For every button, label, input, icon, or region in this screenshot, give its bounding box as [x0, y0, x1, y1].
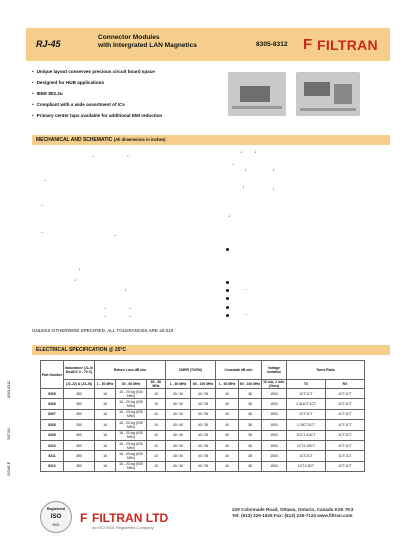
- table-cell: 10: [147, 399, 166, 409]
- table-cell: 1CT:1CT: [326, 420, 365, 430]
- table-cell: 1500: [262, 420, 287, 430]
- col-ct-1-60: 1 - 60 MHz: [216, 380, 239, 389]
- table-cell: 40 / 40: [166, 389, 191, 399]
- table-cell: 38: [239, 440, 262, 450]
- dimension-arrow-icon: ↓: [244, 167, 247, 173]
- iso-seal-bottom: 9001: [52, 523, 60, 527]
- table-cell: 40 / 40: [166, 461, 191, 471]
- table-cell: 1500: [262, 399, 287, 409]
- col-rl-30-60: 30 - 60 MHz: [116, 380, 147, 389]
- table-body: [41, 389, 365, 472]
- table-cell: 10: [147, 409, 166, 419]
- schematic-node: [226, 289, 229, 292]
- dimension-arrow-icon: →: [42, 177, 47, 183]
- table-row: [41, 420, 365, 430]
- dimension-arrow-icon: ↓: [272, 167, 275, 173]
- table-cell: 8309: [41, 430, 64, 440]
- col-crosstalk: Crosstalk dB min: [216, 361, 262, 380]
- table-cell: 16: [95, 451, 116, 461]
- table-row: [41, 399, 365, 409]
- footer-tagline: An ISO 9001 Registered Company: [92, 525, 154, 530]
- table-cell: 1CT:1.41tCT: [287, 430, 326, 440]
- table-cell: 40 / 40: [166, 420, 191, 430]
- table-cell: 16 - 20 log (f/30 MHz): [116, 451, 147, 461]
- dimension-arrow-icon: ↓: [254, 149, 257, 155]
- table-cell: 40 / 35: [191, 430, 216, 440]
- dimension-arrow-icon: →: [102, 313, 107, 319]
- iso-seal: [40, 501, 72, 533]
- table-cell: 38: [239, 430, 262, 440]
- table-cell: 40 / 35: [191, 451, 216, 461]
- table-cell: 1CT:2CT: [287, 451, 326, 461]
- table-cell: 38: [239, 389, 262, 399]
- feature-item: • Designed for HUB applications: [32, 79, 232, 90]
- table-cell: 10: [147, 440, 166, 450]
- mechanical-title: MECHANICAL AND SCHEMATIC: [36, 137, 113, 143]
- table-cell: 38: [239, 451, 262, 461]
- col-inductance-sub: (J1-J2) & (J3-J6): [64, 380, 95, 389]
- table-cell: 1.25CT:1CT: [287, 420, 326, 430]
- table-cell: 16 - 20 log (f/30 MHz): [116, 440, 147, 450]
- table-cell: 38: [239, 399, 262, 409]
- tolerance-note: UNLESS OTHERWISE SPECIFIED, ALL TOLERANCES ARE ±0.010: [32, 328, 174, 333]
- schematic-tick: · ·: [244, 287, 249, 293]
- table-cell: 38: [239, 420, 262, 430]
- table-cell: 10: [147, 420, 166, 430]
- schematic-tick: · ·: [244, 312, 249, 318]
- table-cell: 40 / 35: [191, 409, 216, 419]
- dimension-arrow-icon: →: [112, 232, 117, 238]
- table-cell: 10: [147, 461, 166, 471]
- table-cell: 350: [64, 430, 95, 440]
- table-cell: 40 / 35: [191, 399, 216, 409]
- iso-seal-mid: ISO: [50, 514, 62, 520]
- table-cell: 350: [64, 399, 95, 409]
- table-row: [41, 440, 365, 450]
- filtran-logo: [303, 36, 389, 58]
- table-cell: 10: [147, 451, 166, 461]
- table-row: [41, 451, 365, 461]
- schematic-node: [226, 314, 229, 317]
- table-cell: 1500: [262, 430, 287, 440]
- iso-seal-top: Registered: [46, 507, 66, 511]
- table-cell: 40 / 40: [166, 409, 191, 419]
- table-cell: 10: [147, 389, 166, 399]
- table-cell: 1CT:1CT: [326, 430, 365, 440]
- feature-item: • Compliant with a wide assortment of ICs: [32, 101, 232, 112]
- table-cell: 1500: [262, 451, 287, 461]
- table-cell: 1CT:1CT: [326, 409, 365, 419]
- dimension-arrow-icon: ↓: [124, 287, 127, 293]
- table-cell: 40 / 40: [166, 399, 191, 409]
- subtitle-line-1: Connector Modules: [98, 34, 160, 41]
- side-date: 3/07/02: [7, 428, 11, 440]
- table-cell: 40 / 35: [191, 420, 216, 430]
- col-rx: RX: [326, 380, 365, 389]
- col-rl-1-30: 1 - 30 MHz: [95, 380, 116, 389]
- table-cell: 16 - 20 log (f/30 MHz): [116, 430, 147, 440]
- table-cell: 1CT:1CT: [326, 461, 365, 471]
- dimension-arrow-icon: ↓: [228, 213, 231, 219]
- table-cell: 16: [95, 461, 116, 471]
- dimension-arrow-icon: ↓: [74, 277, 77, 283]
- dimension-arrow-icon: ↑: [242, 185, 245, 191]
- table-cell: 1CT:2.5CT: [287, 461, 326, 471]
- table-cell: 16 - 20 log (f/30 MHz): [116, 409, 147, 419]
- table-cell: 38: [239, 409, 262, 419]
- table-cell: 40 / 35: [191, 389, 216, 399]
- table-cell: 1CT:1CT: [326, 451, 365, 461]
- table-cell: 1CT:1CT: [326, 389, 365, 399]
- table-cell: 1500: [262, 440, 287, 450]
- table-cell: 8305: [41, 389, 64, 399]
- table-cell: 40 / 40: [166, 430, 191, 440]
- table-cell: 38: [239, 461, 262, 471]
- col-rl-60-80: 60 - 80 MHz: [147, 380, 166, 389]
- col-part-number: Part Number: [41, 361, 64, 389]
- dimension-arrow-icon: ↑: [272, 187, 275, 193]
- table-cell: 1500: [262, 461, 287, 471]
- table-cell: 40 / 35: [191, 461, 216, 471]
- product-type: RJ-45: [36, 39, 61, 49]
- table-row: [41, 430, 365, 440]
- table-cell: 1500: [262, 409, 287, 419]
- table-cell: 40: [216, 461, 239, 471]
- side-part-code: 8305-8312: [7, 380, 11, 398]
- col-turns-ratio: Turns Ratio: [287, 361, 365, 380]
- schematic-node: [226, 248, 229, 251]
- dimension-arrow-icon: →: [230, 161, 235, 167]
- col-cmrr-1-60: 1 - 60 MHz: [166, 380, 191, 389]
- table-cell: 350: [64, 409, 95, 419]
- dimension-arrow-icon: ↓: [240, 149, 243, 155]
- table-cell: 2CT:1CT: [287, 409, 326, 419]
- table-cell: 40 / 40: [166, 451, 191, 461]
- mechanical-drawing-area: [32, 148, 390, 323]
- product-photo-angle: [296, 72, 360, 116]
- table-cell: 1CT:1CT: [287, 389, 326, 399]
- table-cell: 1CT:1.29CT: [287, 440, 326, 450]
- table-cell: 350: [64, 389, 95, 399]
- mechanical-note: (All dimensions in inches): [113, 137, 166, 142]
- table-cell: 8306: [41, 399, 64, 409]
- dimension-arrow-icon: ←: [126, 153, 131, 159]
- table-cell: 8307: [41, 409, 64, 419]
- mechanical-section-bar: [32, 135, 390, 145]
- logo-text: FILTRAN: [317, 37, 378, 53]
- table-row: [41, 389, 365, 399]
- dimension-arrow-icon: ←: [128, 313, 133, 319]
- footer-address-block: [232, 507, 353, 518]
- table-cell: 40: [216, 399, 239, 409]
- table-cell: 40: [216, 430, 239, 440]
- table-cell: 40 / 40: [166, 440, 191, 450]
- table-cell: 40: [216, 389, 239, 399]
- table-cell: 1CT:1CT: [326, 440, 365, 450]
- dimension-arrow-icon: ←: [40, 229, 45, 235]
- footer-contact: Tel: (613) 226-1626 Fax: (613) 226-7124 www.filtran.com: [232, 512, 353, 518]
- dimension-arrow-icon: ←: [128, 305, 133, 311]
- logo-mark-icon: F: [303, 36, 313, 53]
- table-cell: 16: [95, 420, 116, 430]
- table-cell: 10: [147, 430, 166, 440]
- table-cell: 8308: [41, 420, 64, 430]
- col-return-loss: Return Loss dB min: [95, 361, 166, 380]
- feature-item: • IEEE 802.3u: [32, 90, 232, 101]
- table-cell: 8310: [41, 440, 64, 450]
- feature-list: [32, 68, 232, 123]
- col-iso-sub: 10 mA, 1 min. (Vrms): [263, 380, 285, 388]
- product-photo-front: [228, 72, 286, 116]
- dimension-arrow-icon: →: [90, 153, 95, 159]
- table-row: [41, 461, 365, 471]
- col-cmrr-60-100: 60 - 100 MHz: [191, 380, 216, 389]
- table-cell: 8311: [41, 451, 64, 461]
- table-cell: 1500: [262, 389, 287, 399]
- table-cell: 16 - 20 log (f/30 MHz): [116, 389, 147, 399]
- table-cell: 40 / 35: [191, 440, 216, 450]
- table-cell: 16 - 20 log (f/30 MHz): [116, 461, 147, 471]
- col-inductance: Inductance (J1-in 8mADC 0 - 70 C): [64, 361, 95, 380]
- table-cell: 16: [95, 389, 116, 399]
- schematic-node: [226, 281, 229, 284]
- dimension-arrow-icon: ←: [40, 202, 45, 208]
- electrical-section-bar: ELECTRICAL SPECIFICATION @ 25°C: [32, 345, 390, 355]
- table-cell: 1CT:1CT: [326, 399, 365, 409]
- schematic-node: [226, 306, 229, 309]
- product-subtitle: [98, 34, 238, 50]
- feature-item: • Primary center taps available for additional EMI reduction: [32, 112, 232, 123]
- feature-item: • Unique layout conserves precious circuit board space: [32, 68, 232, 79]
- table-cell: 350: [64, 461, 95, 471]
- subtitle-line-2: with Intergrated LAN Magnetics: [98, 42, 197, 49]
- col-cmrr: CMRR (TX/RX): [166, 361, 216, 380]
- table-cell: 16 - 20 log (f/30 MHz): [116, 399, 147, 409]
- part-range: 8305-8312: [256, 41, 288, 48]
- table-cell: 40: [216, 440, 239, 450]
- dimension-arrow-icon: ↑: [78, 267, 81, 273]
- table-cell: 350: [64, 420, 95, 430]
- col-ct-60-100: 60 - 100 MHz: [239, 380, 262, 389]
- dimension-arrow-icon: →: [102, 305, 107, 311]
- table-cell: 40: [216, 420, 239, 430]
- table-cell: 16 - 20 log (f/30 MHz): [116, 420, 147, 430]
- table-cell: 16: [95, 430, 116, 440]
- table-cell: 1.414CT:1CT: [287, 399, 326, 409]
- col-isolation: Voltage Isolation: [262, 361, 287, 380]
- table-cell: 8312: [41, 461, 64, 471]
- footer-address: 229 Colonnade Road, Ottawa, Ontario, Canada K2E 7K3: [232, 507, 354, 512]
- table-cell: 40: [216, 409, 239, 419]
- table-cell: 16: [95, 399, 116, 409]
- schematic-node: [226, 297, 229, 300]
- col-tx: TX: [287, 380, 326, 389]
- table-cell: 16: [95, 440, 116, 450]
- table-cell: 16: [95, 409, 116, 419]
- footer-logo-mark-icon: F: [80, 511, 88, 525]
- table-cell: 350: [64, 440, 95, 450]
- electrical-spec-table: [40, 360, 365, 472]
- side-issue: ISSUE E: [7, 461, 11, 476]
- header-bar: [26, 28, 390, 61]
- table-row: [41, 409, 365, 419]
- footer-company-name: FILTRAN LTD: [92, 511, 169, 525]
- table-cell: 40: [216, 451, 239, 461]
- table-cell: 350: [64, 451, 95, 461]
